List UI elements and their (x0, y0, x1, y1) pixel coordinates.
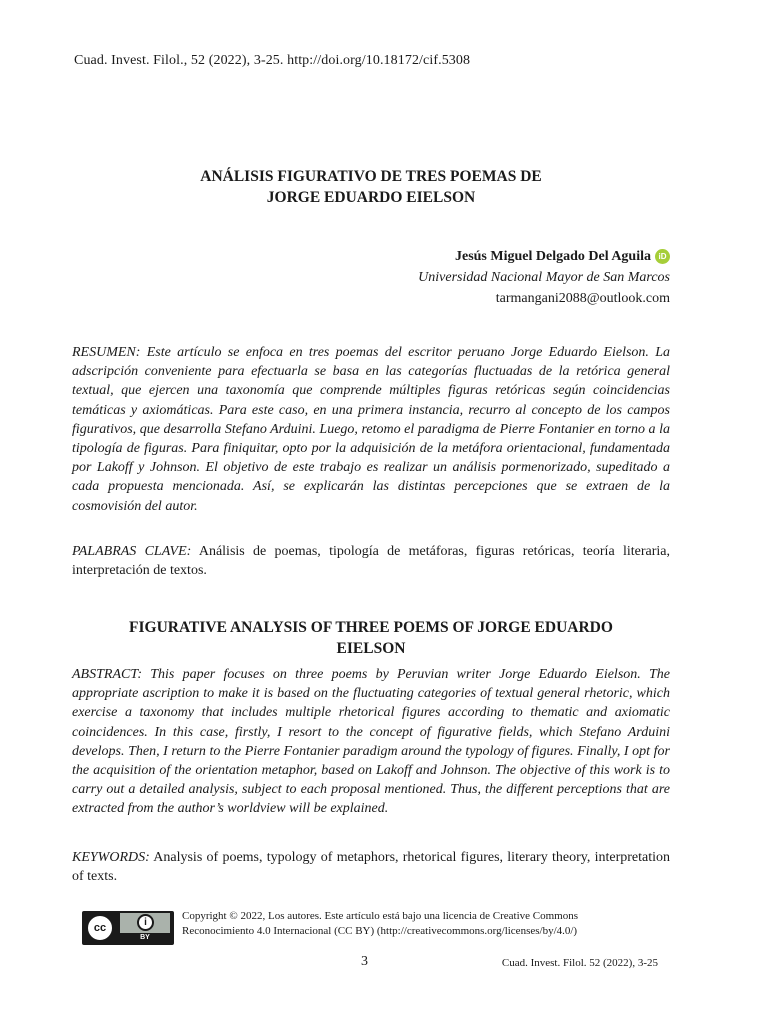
keywords-spanish-text: Análisis de poemas, tipología de metáforas, figuras retóricas, teoría literaria, interpretación de textos. (72, 544, 670, 579)
keywords-english (72, 848, 670, 886)
author-email[interactable]: tarmangani2088@outlook.com (495, 291, 670, 306)
journal-reference: Cuad. Invest. Filol., 52 (2022), 3-25. http://doi.org/10.18172/cif.5308 (74, 53, 471, 68)
article-title-spanish-line2: JORGE EDUARDO EIELSON (266, 189, 476, 206)
license-text (182, 909, 578, 939)
by-label: BY (120, 933, 170, 943)
author-block (418, 246, 670, 309)
author-affiliation: Universidad Nacional Mayor de San Marcos (418, 270, 670, 285)
attribution-person-icon: i (137, 914, 154, 931)
article-title-spanish-line1: ANÁLISIS FIGURATIVO DE TRES POEMAS DE (200, 168, 542, 185)
keywords-spanish-label: PALABRAS CLAVE: (72, 544, 192, 559)
article-title-english-line1: FIGURATIVE ANALYSIS OF THREE POEMS OF JORGE EDUARDO (129, 619, 613, 636)
keywords-spanish (72, 542, 670, 580)
author-name-row (455, 246, 670, 267)
footer-journal-reference: Cuad. Invest. Filol. 52 (2022), 3-25 (501, 957, 658, 969)
article-title-english-line2: EIELSON (336, 640, 406, 657)
article-title-english (72, 617, 670, 659)
abstract-english: ABSTRACT: This paper focuses on three poems by Peruvian writer Jorge Eduardo Eielson. The appropriate ascription to make it is based on the fluctuating categories of textual general rhetoric, which exercise a taxonomy that includes multiple rhetorical figures according to thematic and axiomatic coincidences. In this case, firstly, I resort to the concept of figurative fields, which Stefano Arduini develops. Then, I return to the Pierre Fontanier paradigm around the typology of figures. Finally, I opt for the acquisition of the orientation metaphor, based on Lakoff and Johnson. The objective of this work is to carry out a detailed analysis, subject to each proposal mentioned. Thus, the different perceptions that are extracted from the author’s worldview will be explained. (72, 667, 670, 817)
keywords-english-label: KEYWORDS: (72, 850, 150, 865)
page-number: 3 (361, 954, 368, 969)
cc-by-license-logo[interactable] (82, 911, 174, 945)
cc-icon: cc (86, 914, 114, 942)
author-name: Jesús Miguel Delgado Del Aguila (454, 249, 651, 264)
article-title-spanish (72, 166, 670, 208)
license-line2: Reconocimiento 4.0 Internacional (CC BY) (http://creativecommons.org/licenses/by/4.0/) (182, 925, 578, 937)
abstract-spanish: RESUMEN: Este artículo se enfoca en tres poemas del escritor peruano Jorge Eduardo Eielson. La adscripción conveniente para efectuarla se basa en las categorías fluctuadas de la retórica general textual, que ejercen una taxonomía que comprende múltiples figuras retóricas según coincidencias temáticas y axiomáticas. Para este caso, en una primera instancia, recurro al concepto de los campos figurativos, que desarrolla Stefano Arduini. Luego, retomo el paradigma de Pierre Fontanier en torno a la tipología de figuras. Para finiquitar, opto por la adquisición de la metáfora orientacional, fundamentada por Lakoff y Johnson. El objetivo de este trabajo es realizar un análisis pormenorizado, supeditado a cada propuesta mencionada. Así, se explicarán las distintas percepciones que se extraen de la cosmovisión del autor. (72, 345, 670, 514)
license-line1: Copyright © 2022, Los autores. Este artículo está bajo una licencia de Creative Commons (182, 910, 579, 922)
orcid-icon[interactable]: iD (655, 249, 670, 264)
keywords-english-text: Analysis of poems, typology of metaphors, rhetorical figures, literary theory, interpretation of texts. (72, 850, 670, 885)
